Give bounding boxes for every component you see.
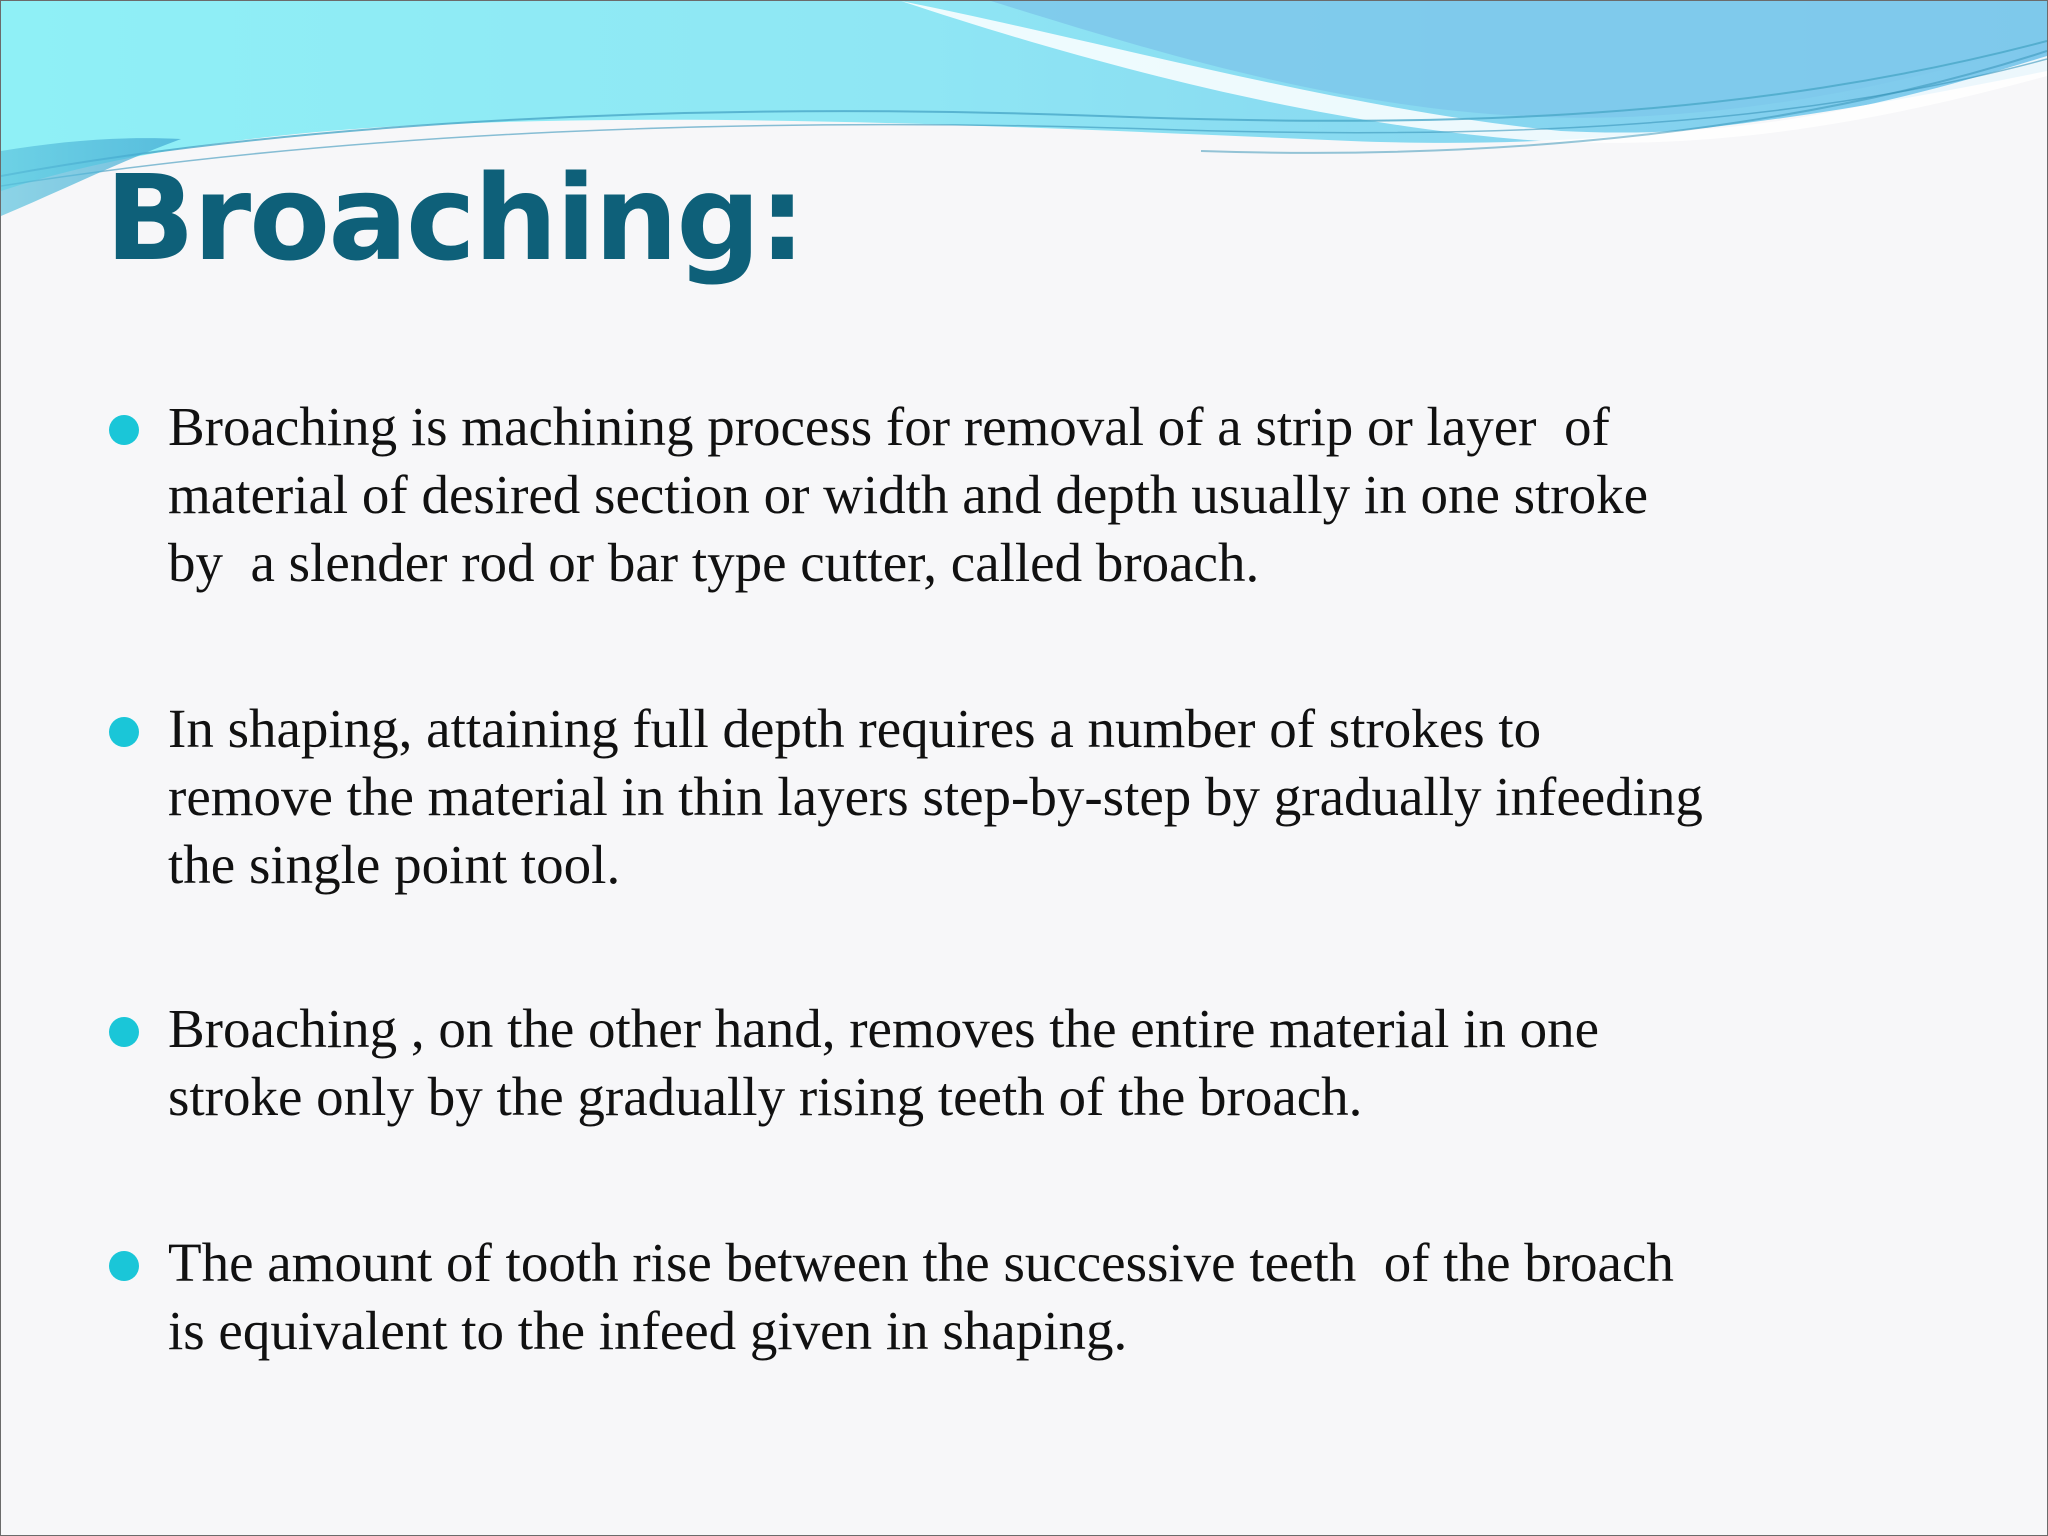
bullet-dot-icon <box>109 415 139 445</box>
bullet-line: material of desired section or width and depth usually in one stroke <box>168 464 1649 525</box>
bullet-line: the single point tool. <box>168 834 621 895</box>
bullet-dot-icon <box>109 717 139 747</box>
bullet-item <box>109 695 1909 899</box>
bullet-line: Broaching , on the other hand, removes the entire material in one <box>168 998 1600 1059</box>
bullet-item <box>109 1229 1909 1365</box>
bullet-dot-icon <box>109 1017 139 1047</box>
bullet-item <box>109 393 1909 597</box>
bullet-line: by a slender rod or bar type cutter, called broach. <box>168 532 1260 593</box>
bullet-line: remove the material in thin layers step-by-step by gradually infeeding <box>168 766 1703 827</box>
bullet-line: The amount of tooth rise between the successive teeth of the broach <box>168 1232 1674 1293</box>
bullet-line: is equivalent to the infeed given in shaping. <box>168 1300 1128 1361</box>
bullet-line: stroke only by the gradually rising teeth of the broach. <box>168 1066 1363 1127</box>
bullet-item <box>109 995 1909 1131</box>
bullet-line: Broaching is machining process for removal of a strip or layer of <box>168 396 1610 457</box>
bullet-dot-icon <box>109 1251 139 1281</box>
bullet-line: In shaping, attaining full depth requires a number of strokes to <box>168 698 1542 759</box>
bullet-list <box>1 1 2047 1535</box>
slide-title: Broaching: <box>105 149 804 287</box>
